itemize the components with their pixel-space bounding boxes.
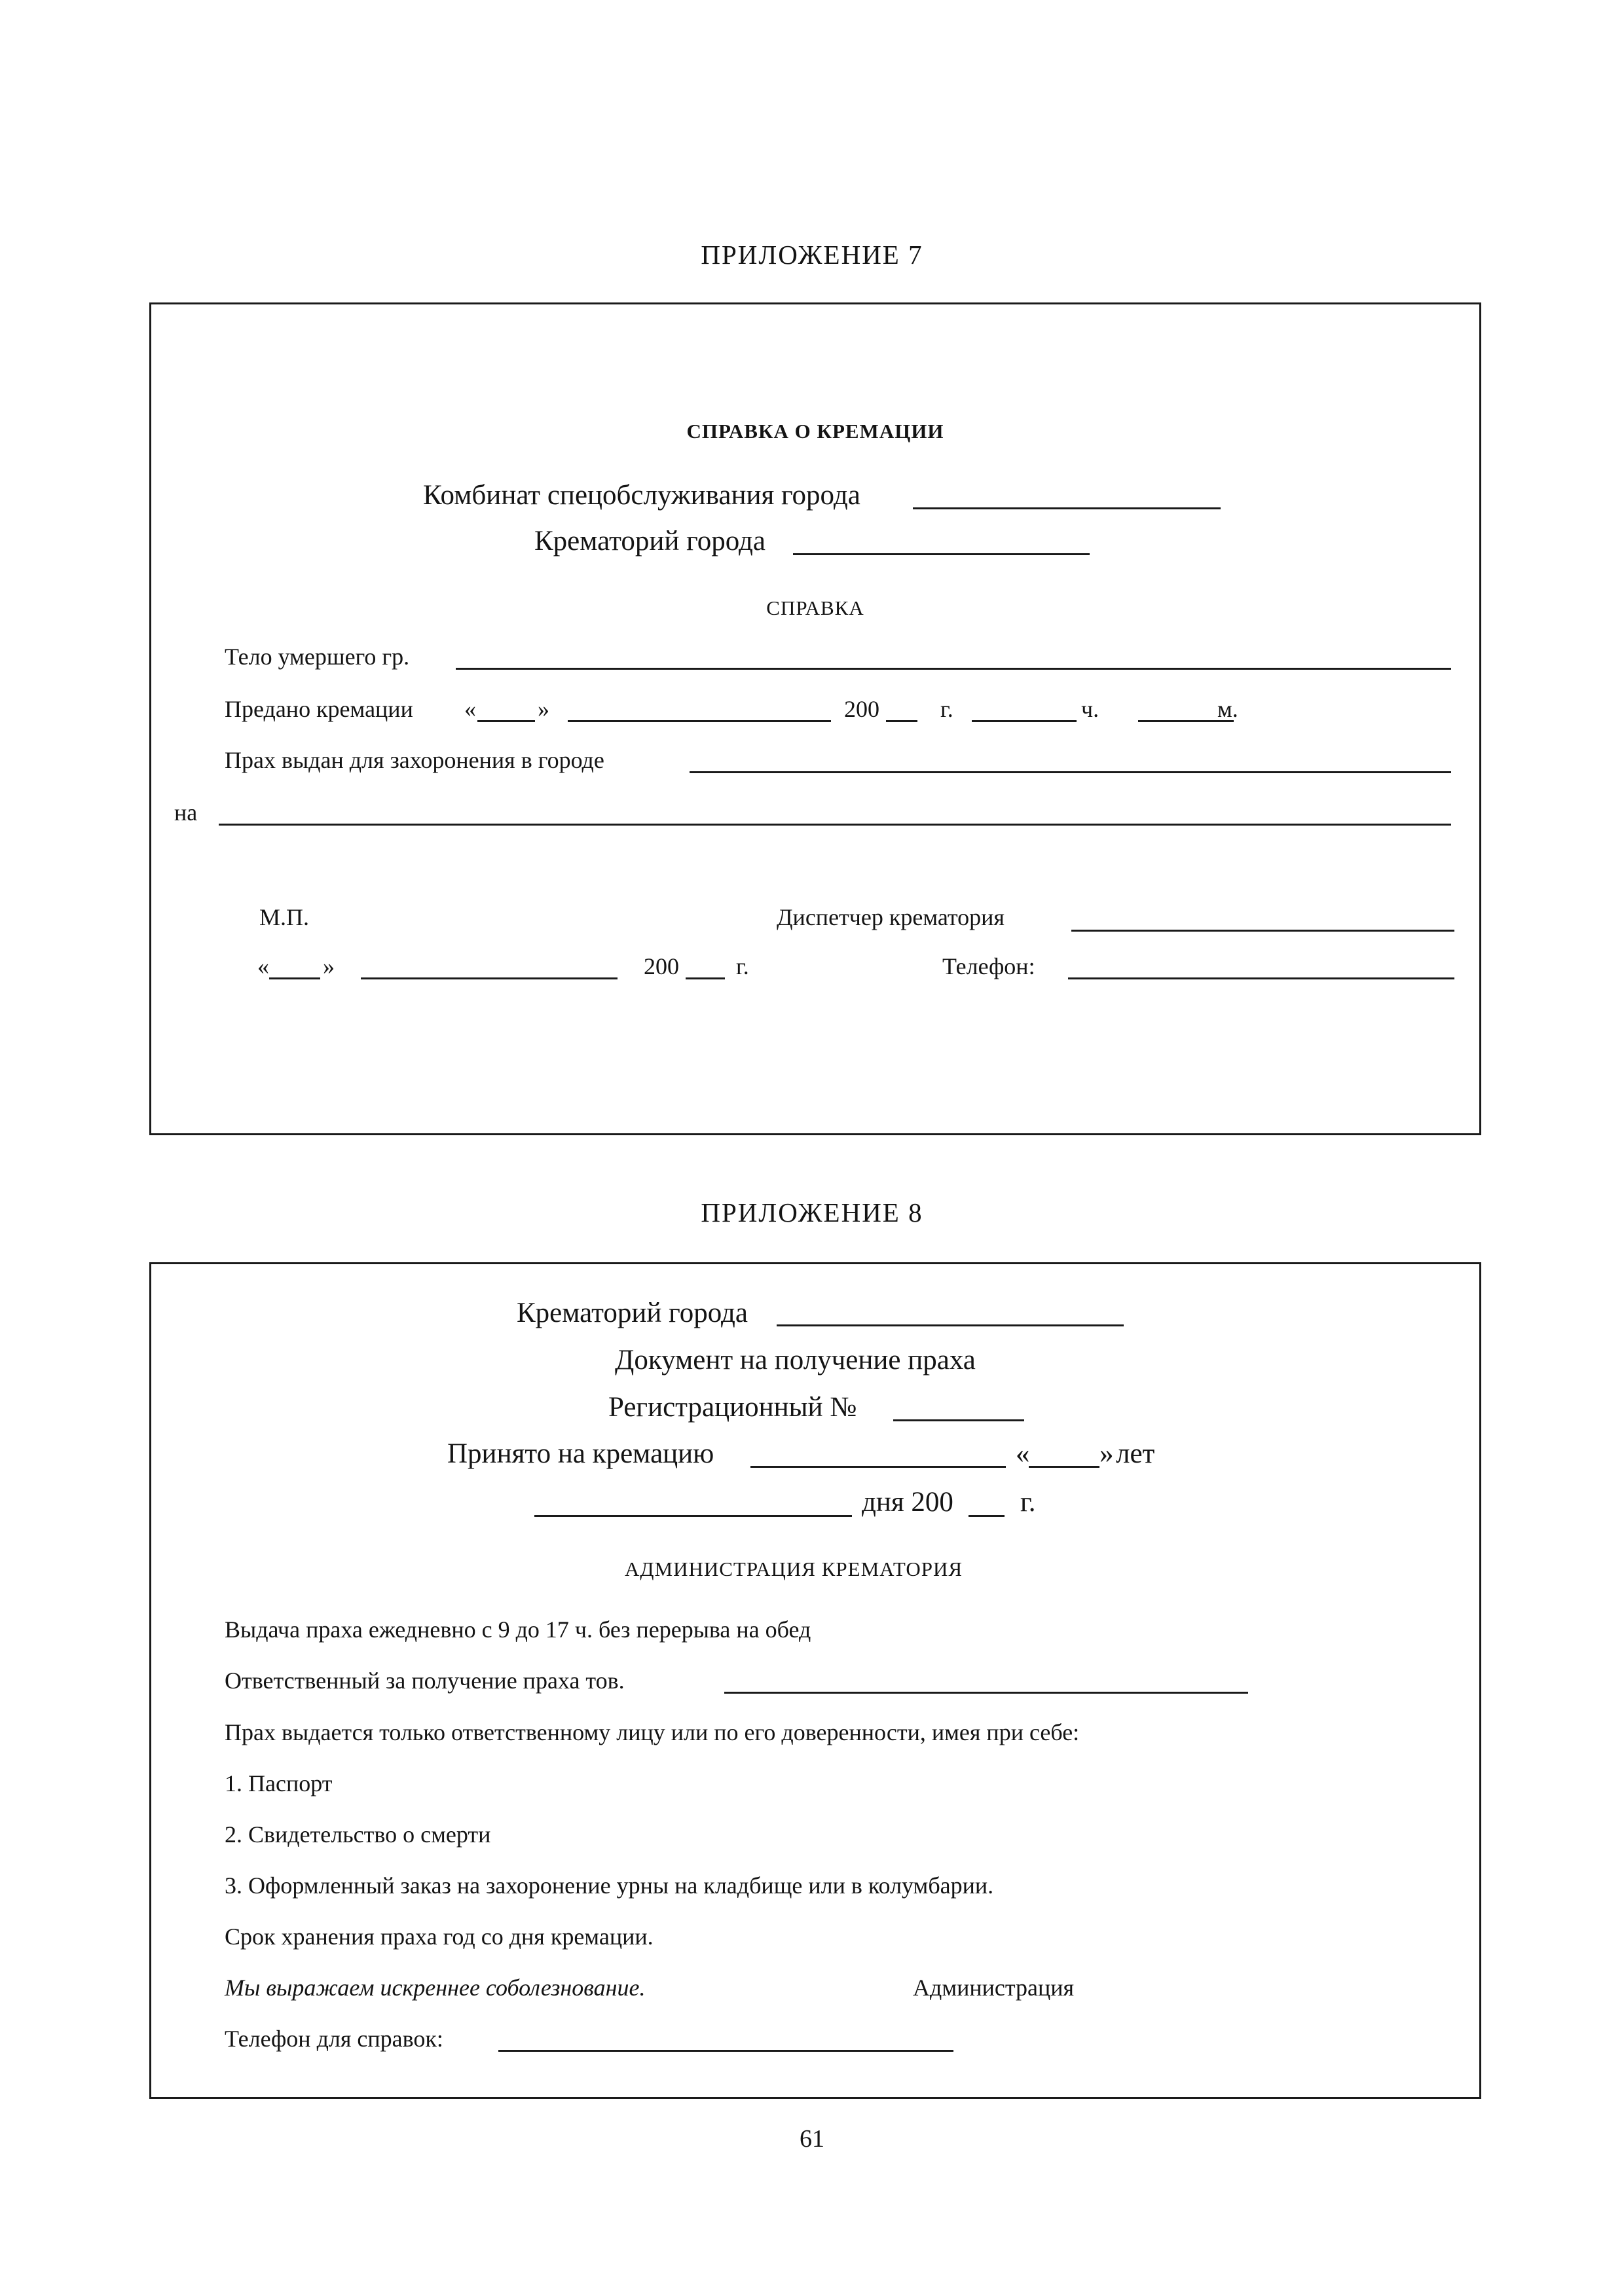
cremation-day-field[interactable]: [477, 720, 535, 722]
only-to-responsible-line: Прах выдается только ответственному лицу или по его доверенности, имея при себе:: [225, 1719, 1080, 1745]
administration-header: АДМИНИСТРАЦИЯ КРЕМАТОРИЯ: [625, 1558, 963, 1580]
hours-suffix: ч.: [1081, 696, 1099, 722]
age-field[interactable]: [1029, 1466, 1099, 1468]
year-prefix: 200: [844, 696, 879, 722]
acceptance-year-field[interactable]: [969, 1515, 1005, 1517]
administration-signature: Администрация: [913, 1975, 1075, 2001]
burial-city-field[interactable]: [690, 771, 1451, 773]
cremation-hours-field[interactable]: [972, 720, 1077, 722]
acceptance-date-field[interactable]: [534, 1515, 852, 1517]
year-suffix-8: г.: [1020, 1487, 1036, 1518]
condolence-line: Мы выражаем искреннее соболезнование.: [225, 1975, 646, 2001]
appendix-7-heading: ПРИЛОЖЕНИЕ 7: [701, 240, 923, 270]
registration-label: Регистрационный №: [608, 1392, 857, 1423]
requirement-burial-order: 3. Оформленный заказ на захоронение урны на кладбище или в колумбарии.: [225, 1872, 994, 1899]
appendix-7-form: [149, 302, 1481, 1135]
phone-label: Телефон:: [942, 953, 1035, 979]
dispatcher-signature-field[interactable]: [1071, 930, 1454, 932]
issue-year-field[interactable]: [686, 977, 725, 979]
on-label: на: [174, 799, 198, 826]
cremation-year-field[interactable]: [886, 720, 917, 722]
stamp-label: М.П.: [259, 904, 310, 930]
issue-quote-open: «: [257, 953, 269, 979]
cremation-month-field[interactable]: [568, 720, 831, 722]
issue-hours-line: Выдача праха ежедневно с 9 до 17 ч. без перерыва на обед: [225, 1616, 811, 1643]
crematorium-city-field[interactable]: [793, 553, 1090, 555]
combine-city-field[interactable]: [913, 507, 1221, 509]
issue-month-field[interactable]: [361, 977, 618, 979]
dispatcher-label: Диспетчер крематория: [777, 904, 1005, 930]
requirement-death-certificate: 2. Свидетельство о смерти: [225, 1821, 491, 1848]
ashes-document-title: Документ на получение праха: [615, 1345, 976, 1376]
registration-number-field[interactable]: [893, 1419, 1024, 1421]
issue-day-field[interactable]: [269, 977, 320, 979]
years-label: лет: [1116, 1438, 1155, 1469]
burial-place-field[interactable]: [219, 824, 1451, 826]
crematorium-label-8: Крематорий города: [517, 1298, 748, 1328]
deceased-body-label: Тело умершего гр.: [225, 644, 410, 670]
day-label: дня 200: [862, 1487, 953, 1518]
age-quote-open: «: [1016, 1438, 1030, 1469]
requirement-passport: 1. Паспорт: [225, 1770, 333, 1796]
handed-to-cremation-label: Предано кремации: [225, 696, 413, 722]
responsible-label: Ответственный за получение праха тов.: [225, 1667, 625, 1694]
appendix-8-heading: ПРИЛОЖЕНИЕ 8: [701, 1197, 923, 1228]
spravka-subtitle: СПРАВКА: [766, 596, 864, 619]
crematorium-city-field-8[interactable]: [777, 1324, 1124, 1326]
year-suffix: г.: [940, 696, 953, 722]
minutes-suffix: м.: [1217, 696, 1238, 722]
phone-field[interactable]: [1068, 977, 1454, 979]
cremation-certificate-title: СПРАВКА О КРЕМАЦИИ: [686, 420, 944, 443]
deceased-name-field[interactable]: [456, 668, 1451, 670]
page-number: 61: [800, 2125, 824, 2153]
combine-label: Комбинат спецобслуживания города: [423, 480, 860, 511]
responsible-name-field[interactable]: [724, 1692, 1248, 1694]
storage-term-line: Срок хранения праха год со дня кремации.: [225, 1923, 654, 1950]
quote-close: »: [538, 696, 549, 722]
ashes-issued-label: Прах выдан для захоронения в городе: [225, 747, 604, 773]
issue-year-prefix: 200: [644, 953, 679, 979]
accepted-for-cremation-label: Принято на кремацию: [447, 1438, 714, 1469]
appendix-8-form: [149, 1262, 1481, 2099]
info-phone-label: Телефон для справок:: [225, 2026, 443, 2052]
quote-open: «: [464, 696, 476, 722]
info-phone-field[interactable]: [498, 2050, 953, 2052]
issue-year-suffix: г.: [736, 953, 749, 979]
age-quote-close: »: [1099, 1438, 1114, 1469]
issue-quote-close: »: [323, 953, 335, 979]
accepted-name-field[interactable]: [750, 1466, 1006, 1468]
crematorium-label: Крематорий города: [534, 526, 766, 556]
